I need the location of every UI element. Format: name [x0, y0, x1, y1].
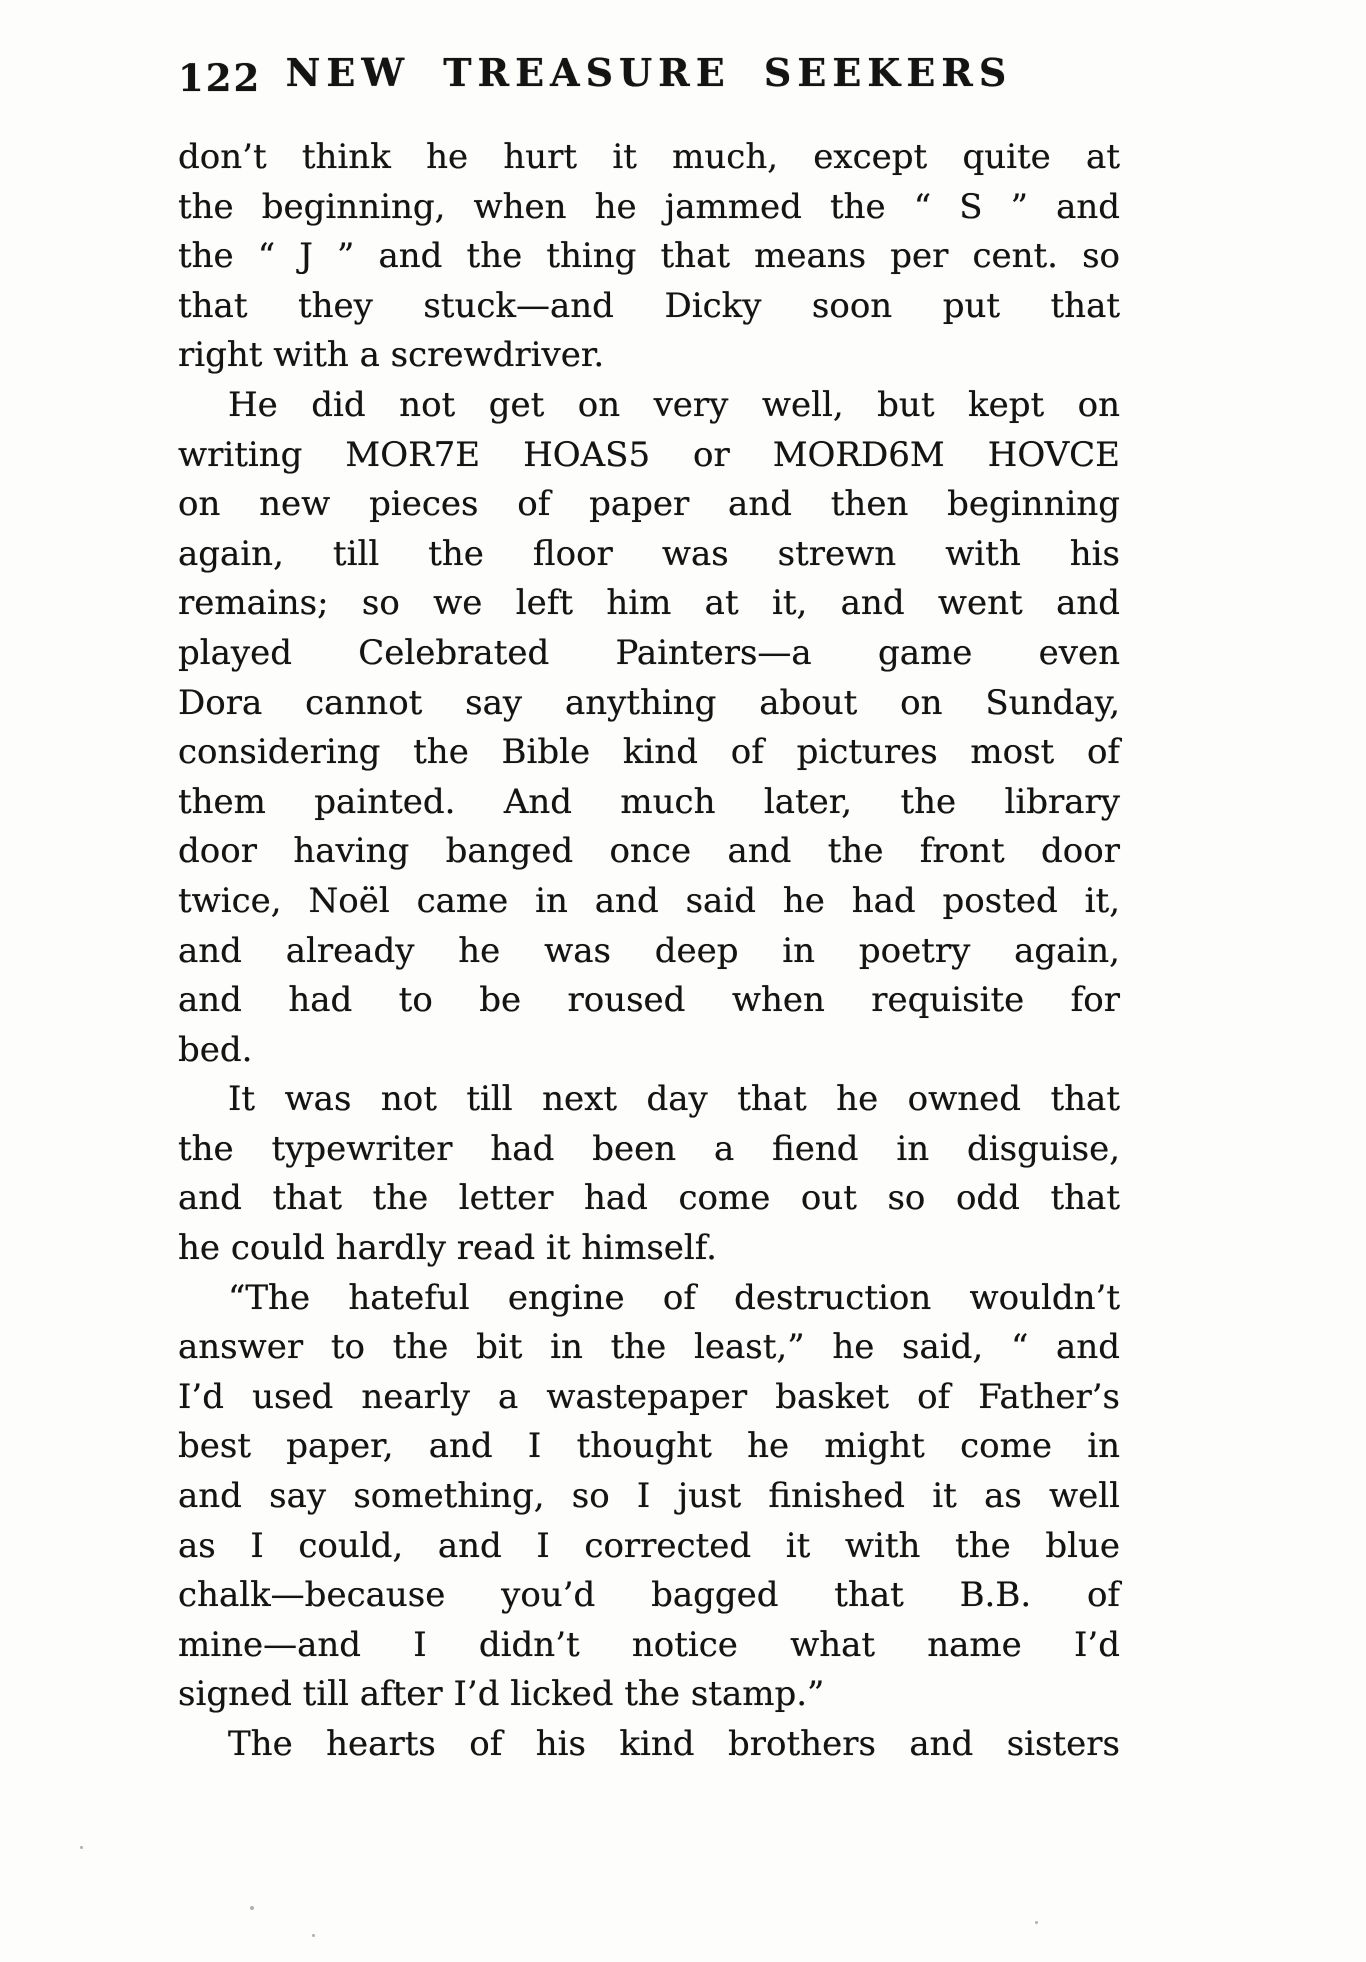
text-line: chalk—because you’d bagged that B.B. of	[178, 1575, 1120, 1616]
text-line: Dora cannot say anything about on Sunday,	[178, 682, 1120, 723]
paragraph	[178, 133, 1120, 381]
text-line: don’t think he hurt it much, except quite at	[178, 137, 1120, 177]
text-line: and that the letter had come out so odd that	[178, 1178, 1120, 1219]
text-line: signed till after I’d licked the stamp.”	[178, 1674, 825, 1715]
text-line: door having banged once and the front door	[178, 831, 1120, 872]
text-line: writing MOR7E HOAS5 or MORD6M HOVCE	[178, 434, 1120, 475]
text-line: again, till the floor was strewn with his	[178, 533, 1120, 574]
text-line: and had to be roused when requisite for	[178, 980, 1120, 1021]
text-line: best paper, and I thought he might come in	[178, 1426, 1120, 1467]
running-title: NEW TREASURE SEEKERS	[285, 50, 1013, 95]
text-line: and say something, so I just finished it as well	[178, 1476, 1120, 1517]
paragraph	[178, 1075, 1120, 1273]
text-line: the “ J ” and the thing that means per cent. so	[178, 236, 1120, 277]
text-line: them painted. And much later, the library	[178, 781, 1120, 822]
page-number: 122	[178, 56, 262, 100]
text-line: bed.	[178, 1029, 253, 1070]
scan-speck	[250, 1906, 254, 1910]
text-line: remains; so we left him at it, and went and	[178, 583, 1120, 624]
text-line: mine—and I didn’t notice what name I’d	[178, 1624, 1120, 1665]
text-line: the typewriter had been a fiend in disguise,	[178, 1128, 1120, 1169]
text-line: as I could, and I corrected it with the blue	[178, 1525, 1120, 1566]
text-line: “The hateful engine of destruction wouldn’t	[228, 1277, 1120, 1318]
text-line: he could hardly read it himself.	[178, 1228, 717, 1269]
text-line: I’d used nearly a wastepaper basket of Father’s	[178, 1376, 1120, 1417]
paragraph	[178, 1274, 1120, 1720]
text-line: right with a screwdriver.	[178, 335, 605, 376]
scan-speck	[80, 1846, 83, 1849]
page-header	[178, 50, 1120, 102]
scan-speck	[1035, 1921, 1038, 1924]
scan-speck	[312, 1934, 315, 1937]
text-line: the beginning, when he jammed the “ S ” and	[178, 186, 1120, 227]
text-line: twice, Noël came in and said he had posted it,	[178, 880, 1120, 921]
body-text	[178, 133, 1120, 1770]
text-line: and already he was deep in poetry again,	[178, 930, 1120, 971]
paragraph	[178, 1720, 1120, 1770]
paragraph	[178, 381, 1120, 1075]
text-line: on new pieces of paper and then beginning	[178, 484, 1120, 525]
text-line: considering the Bible kind of pictures most of	[178, 732, 1120, 773]
text-line: The hearts of his kind brothers and sisters	[228, 1724, 1120, 1764]
text-line: played Celebrated Painters—a game even	[178, 632, 1120, 673]
text-line: that they stuck—and Dicky soon put that	[178, 285, 1120, 326]
text-line: It was not till next day that he owned that	[228, 1079, 1120, 1120]
text-line: answer to the bit in the least,” he said, “ and	[178, 1327, 1120, 1368]
text-line: He did not get on very well, but kept on	[228, 384, 1120, 425]
